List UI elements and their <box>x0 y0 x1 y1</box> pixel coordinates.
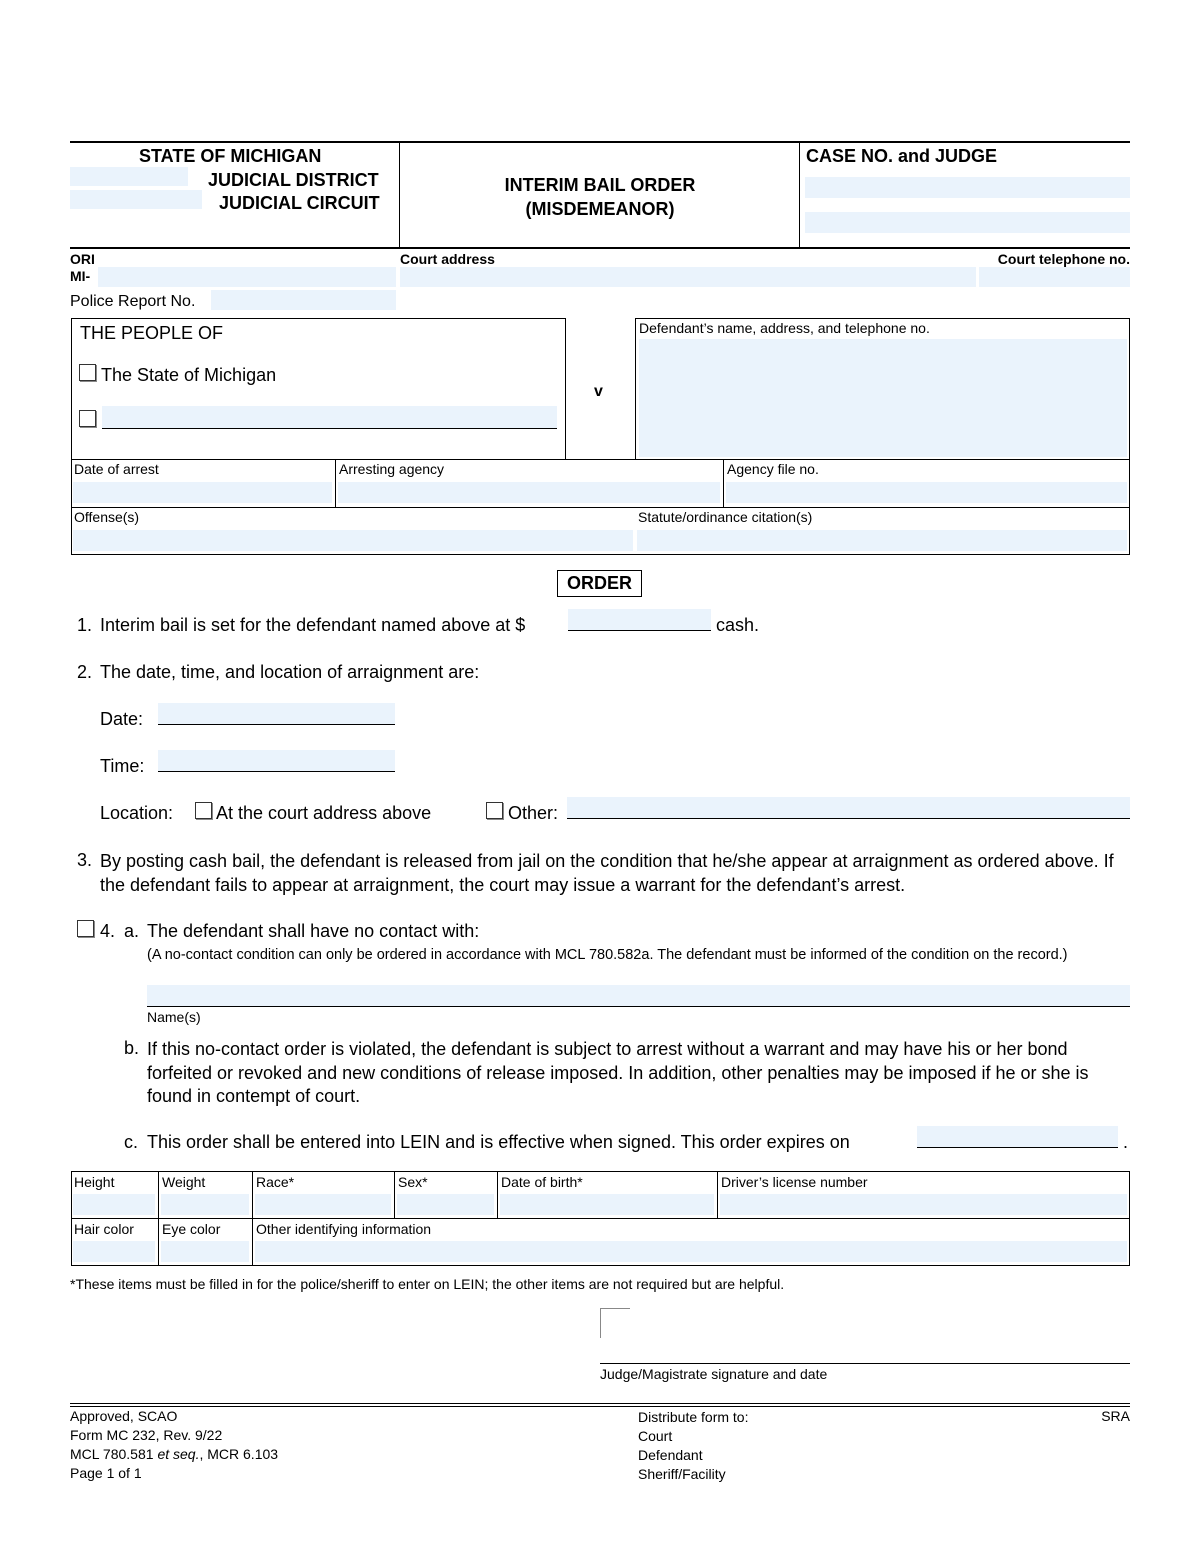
license-input[interactable] <box>720 1194 1127 1215</box>
statute-label: Statute/ordinance citation(s) <box>638 509 813 525</box>
footer-rule-1 <box>70 1403 1130 1404</box>
distribute-defendant: Defendant <box>638 1447 703 1463</box>
item1-text: Interim bail is set for the defendant named above at $ <box>100 615 526 635</box>
item1-number: 1. <box>77 615 93 635</box>
item4c-end: . <box>1123 1132 1129 1152</box>
agency-file-label: Agency file no. <box>727 461 819 477</box>
other-id-input[interactable] <box>255 1241 1127 1262</box>
form-title-line2: (MISDEMEANOR) <box>525 199 675 219</box>
dob-input[interactable] <box>500 1194 714 1215</box>
item4a-text: The defendant shall have no contact with: <box>147 921 480 941</box>
height-input[interactable] <box>73 1194 155 1215</box>
versus-label: v <box>594 383 603 400</box>
other-location-label: Other: <box>508 803 559 823</box>
item4b-text: If this no-contact order is violated, the defendant is subject to arrest without a warrant and may have his or her bond forfeited or revoked and new conditions of release imposed. In addition, other penalties may be imposed if he or she is found in contempt of court. <box>147 1039 1089 1106</box>
case-number-input[interactable] <box>805 177 1130 198</box>
height-label: Height <box>74 1174 115 1190</box>
ori-input[interactable] <box>98 267 396 287</box>
other-id-label: Other identifying information <box>256 1221 432 1237</box>
item3-number: 3. <box>77 850 93 870</box>
arraignment-time-input[interactable] <box>158 750 395 772</box>
id-col-divider-2 <box>252 1171 253 1266</box>
court-address-option: At the court address above <box>216 803 432 823</box>
distribute-sheriff: Sheriff/Facility <box>638 1466 726 1482</box>
defendant-input[interactable] <box>639 339 1127 457</box>
date-label: Date: <box>100 709 144 729</box>
mcl-italic: et seq. <box>157 1446 200 1462</box>
circuit-input[interactable] <box>70 190 202 209</box>
agency-file-input[interactable] <box>726 482 1127 503</box>
court-address-input[interactable] <box>400 267 976 287</box>
sex-label: Sex* <box>398 1174 428 1190</box>
date-of-arrest-label: Date of arrest <box>74 461 159 477</box>
footer-rule-2 <box>70 1406 1130 1407</box>
form-number: Form MC 232, Rev. 9/22 <box>70 1427 223 1443</box>
id-col-divider-1 <box>158 1171 159 1266</box>
license-label: Driver’s license number <box>721 1174 868 1190</box>
id-col-divider-5 <box>717 1171 718 1218</box>
arresting-agency-label: Arresting agency <box>339 461 445 477</box>
distribute-label: Distribute form to: <box>638 1409 749 1425</box>
weight-label: Weight <box>162 1174 206 1190</box>
arresting-agency-input[interactable] <box>338 482 720 503</box>
id-col-divider-4 <box>497 1171 498 1218</box>
district-label: JUDICIAL DISTRICT <box>208 170 379 190</box>
court-address-label: Court address <box>400 251 495 267</box>
form-title-line1: INTERIM BAIL ORDER <box>504 175 696 195</box>
approved-label: Approved, SCAO <box>70 1408 178 1424</box>
hair-color-label: Hair color <box>74 1221 134 1237</box>
eye-color-label: Eye color <box>162 1221 221 1237</box>
mcl-reference <box>70 1446 278 1462</box>
no-contact-names-input[interactable] <box>147 985 1130 1007</box>
header-top-rule <box>70 141 1130 143</box>
mcl-post: , MCR 6.103 <box>199 1446 279 1462</box>
item4-number: 4. <box>100 921 116 941</box>
id-table-divider <box>71 1218 1130 1219</box>
weight-input[interactable] <box>161 1194 249 1215</box>
sra-code: SRA <box>1101 1408 1130 1424</box>
item4b-letter: b. <box>124 1038 140 1058</box>
distribute-court: Court <box>638 1428 673 1444</box>
signature-corner-mark <box>600 1308 630 1338</box>
item4a-note: (A no-contact condition can only be ordered in accordance with MCL 780.582a. The defendant must be informed of the condition on the record.) <box>147 947 1068 963</box>
order-heading: ORDER <box>557 570 642 597</box>
item3-text: By posting cash bail, the defendant is released from jail on the condition that he/she appear at arraignment as ordered above. If the defendant fails to appear at arraignment, the court may issue a warrant for the defendant’s arrest. <box>100 851 1114 895</box>
court-address-checkbox[interactable] <box>195 802 212 819</box>
header-bottom-rule <box>70 247 1130 249</box>
sex-input[interactable] <box>397 1194 494 1215</box>
mi-label: MI- <box>70 268 91 284</box>
statute-input[interactable] <box>637 530 1127 551</box>
state-label: STATE OF MICHIGAN <box>139 146 322 166</box>
arrest-table-divider <box>71 507 1130 508</box>
expiration-date-input[interactable] <box>917 1126 1118 1148</box>
state-option-label: The State of Michigan <box>101 365 277 385</box>
item4c-letter: c. <box>124 1132 139 1152</box>
other-location-checkbox[interactable] <box>486 802 503 819</box>
bail-amount-input[interactable] <box>568 609 711 631</box>
district-input[interactable] <box>70 167 188 186</box>
offenses-input[interactable] <box>73 530 633 551</box>
signature-label: Judge/Magistrate signature and date <box>600 1366 828 1382</box>
defendant-label: Defendant’s name, address, and telephone no. <box>639 320 930 336</box>
court-phone-label: Court telephone no. <box>997 251 1130 267</box>
state-checkbox[interactable] <box>79 364 96 381</box>
other-people-checkbox[interactable] <box>79 410 96 427</box>
id-col-divider-3 <box>394 1171 395 1218</box>
police-report-label: Police Report No. <box>70 293 196 310</box>
page-number: Page 1 of 1 <box>70 1465 142 1481</box>
item4a-letter: a. <box>124 921 140 941</box>
footnote: *These items must be filled in for the police/sheriff to enter on LEIN; the other items are not required but are helpful. <box>70 1276 785 1292</box>
offenses-label: Offense(s) <box>74 509 140 525</box>
mcl-pre: MCL 780.581 <box>70 1446 158 1462</box>
race-label: Race* <box>256 1174 295 1190</box>
names-label: Name(s) <box>147 1009 201 1025</box>
eye-color-input[interactable] <box>161 1241 249 1262</box>
item2-number: 2. <box>77 662 93 682</box>
people-title: THE PEOPLE OF <box>80 323 224 343</box>
hair-color-input[interactable] <box>73 1241 155 1262</box>
date-of-arrest-input[interactable] <box>73 482 332 503</box>
race-input[interactable] <box>255 1194 391 1215</box>
item2-text: The date, time, and location of arraignment are: <box>100 662 480 682</box>
other-location-input[interactable] <box>567 797 1130 819</box>
no-contact-checkbox[interactable] <box>77 920 94 937</box>
arrest-col-divider-1 <box>335 459 336 507</box>
case-label: CASE NO. and JUDGE <box>806 146 998 166</box>
signature-line <box>600 1363 1130 1364</box>
location-label: Location: <box>100 803 174 823</box>
arrest-col-divider-2 <box>723 459 724 507</box>
ori-label: ORI <box>70 251 95 267</box>
item4c-text: This order shall be entered into LEIN and is effective when signed. This order expires on <box>147 1132 850 1152</box>
court-phone-input[interactable] <box>979 267 1130 287</box>
dob-label: Date of birth* <box>501 1174 583 1190</box>
other-people-input[interactable] <box>102 406 557 429</box>
arraignment-date-input[interactable] <box>158 703 395 725</box>
time-label: Time: <box>100 756 145 776</box>
judge-input[interactable] <box>805 212 1130 233</box>
circuit-label: JUDICIAL CIRCUIT <box>219 193 380 213</box>
item1-suffix: cash. <box>716 615 760 635</box>
signature-field[interactable] <box>600 1340 1130 1363</box>
police-report-input[interactable] <box>211 290 396 310</box>
